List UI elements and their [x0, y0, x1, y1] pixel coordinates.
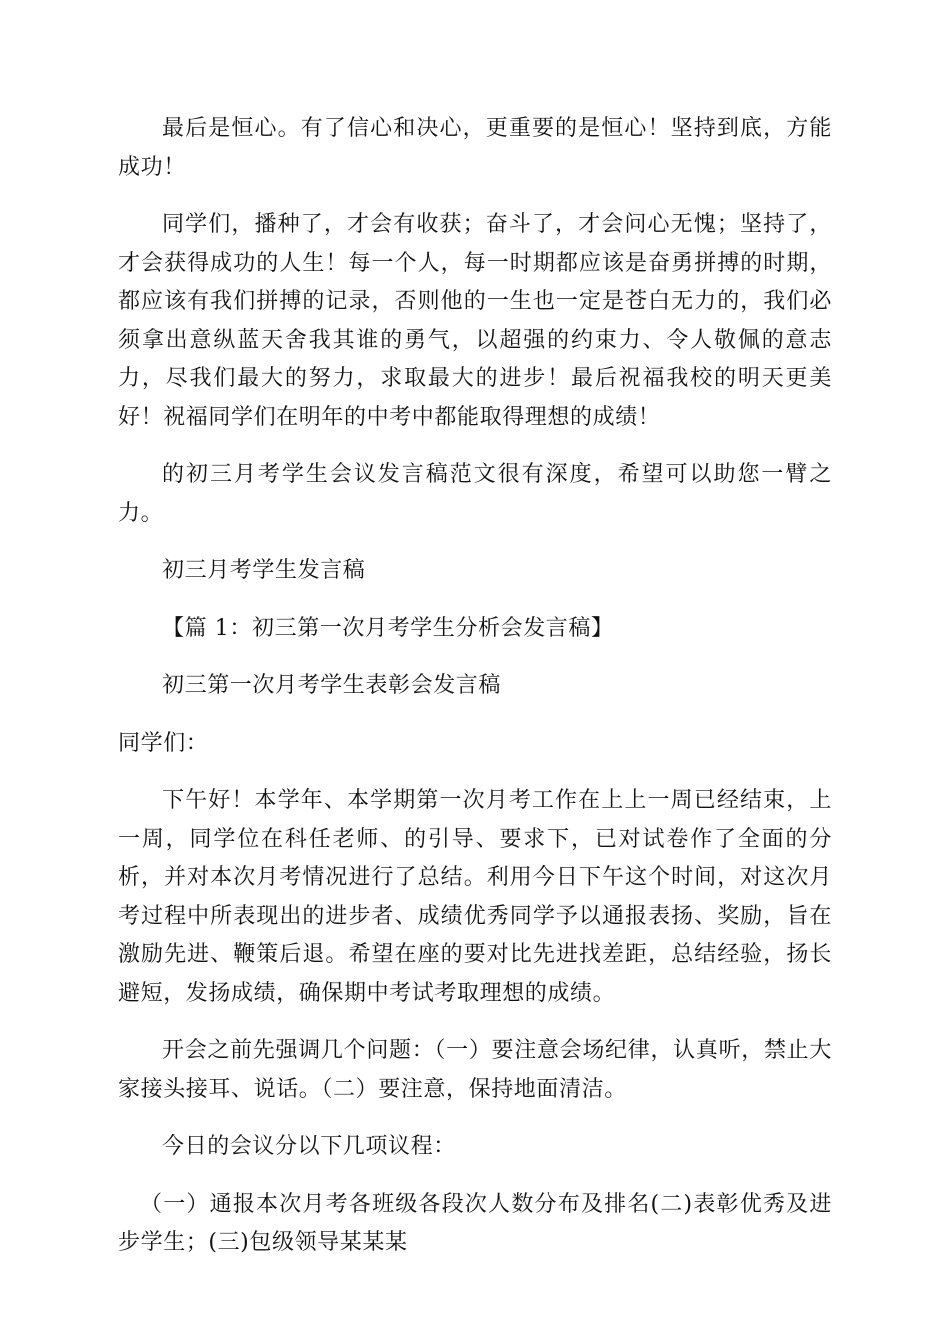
- paragraph-greeting: 下午好！本学年、本学期第一次月考工作在上上一周已经结束，上一周，同学位在科任老师、的引导、要求下，已对试卷作了全面的分析，并对本次月考情况进行了总结。利用今日下午这个时间，对这次月考过程中所表现出的进步者、成绩优秀同学予以通报表扬、奖励，旨在激励先进、鞭策后退。希望在座的要对比先进找差距，总结经验，扬长避短，发扬成绩，确保期中考试考取理想的成绩。: [118, 788, 832, 1006]
- document-body: [118, 110, 832, 1282]
- section-heading: 初三月考学生发言稿: [162, 558, 366, 583]
- paragraph-agenda-intro: 今日的会议分以下几项议程：: [162, 1134, 456, 1159]
- paragraph-rules: 开会之前先强调几个问题：（一）要注意会场纪律，认真听，禁止大家接头接耳、说话。（二）要注意，保持地面清洁。: [118, 1038, 832, 1102]
- paragraph-perseverance: 最后是恒心。有了信心和决心，更重要的是恒心！坚持到底，方能成功！: [118, 116, 832, 180]
- paragraph-agenda-items: （一）通报本次月考各班级各段次人数分布及排名(二)表彰优秀及进步学生；(三)包级领导某某某: [118, 1191, 832, 1255]
- paragraph-closing-note: 的初三月考学生会议发言稿范文很有深度，希望可以助您一臂之力。: [118, 462, 832, 526]
- speech-title: 初三第一次月考学生表彰会发言稿: [162, 673, 502, 698]
- paragraph-encouragement: 同学们，播种了，才会有收获；奋斗了，才会问心无愧；坚持了，才会获得成功的人生！每一个人，每一时期都应该是奋勇拼搏的时期，都应该有我们拼搏的记录，否则他的一生也一定是苍白无力的，我们必须拿出意纵蓝天舍我其谁的勇气，以超强的约束力、令人敬佩的意志力，尽我们最大的努力，求取最大的进步！最后祝福我校的明天更美好！祝福同学们在明年的中考中都能取得理想的成绩！: [118, 212, 832, 430]
- chapter-title: 【篇 1：初三第一次月考学生分析会发言稿】: [162, 615, 614, 641]
- salutation: 同学们：: [118, 730, 209, 756]
